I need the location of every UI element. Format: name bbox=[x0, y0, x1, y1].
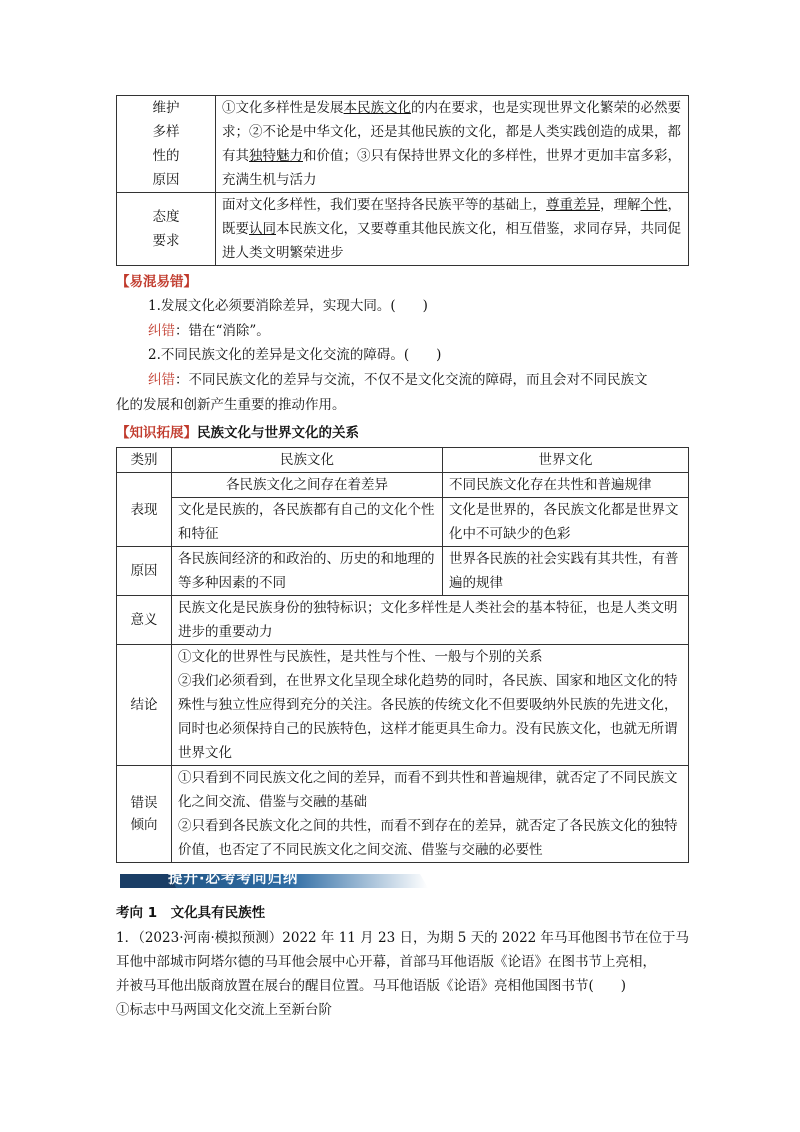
col-header: 世界文化 bbox=[443, 448, 689, 473]
row-label: 表现 bbox=[117, 473, 172, 547]
underlined-term: 个性 bbox=[640, 197, 668, 213]
table-row bbox=[117, 96, 689, 193]
table-row bbox=[117, 473, 689, 498]
expand-title: 【知识拓展】 bbox=[116, 425, 197, 441]
question-line: 耳他中部城市阿塔尔德的马耳他会展中心开幕，首部马耳他语版《论语》在图书节上亮相， bbox=[116, 954, 656, 970]
label-line: 原因 bbox=[152, 172, 180, 188]
confuse-question-1: 1.发展文化必须要消除差异，实现大同。( ) bbox=[148, 298, 428, 314]
table-cell: 各民族间经济的和政治的、历史的和地理的等多种因素的不同 bbox=[172, 547, 443, 596]
table-cell: 民族文化是民族身份的独特标识；文化多样性是人类社会的基本特征，也是人类文明进步的重要动力 bbox=[172, 596, 689, 645]
row-label: 原因 bbox=[117, 547, 172, 596]
label-line: 要求 bbox=[152, 233, 180, 249]
text-fragment: ，理解 bbox=[600, 197, 641, 213]
table-row bbox=[117, 193, 689, 266]
conclusion-1: ①文化的世界性与民族性，是共性与个性、一般与个别的关系 bbox=[178, 649, 543, 665]
culture-diversity-table bbox=[116, 95, 689, 266]
text-fragment: 的内在要求，也是实现世界文化繁荣的必然要求；②不论是中华文化，还是其他民族的文化，都是人类实践创造的成果，都有其 bbox=[222, 100, 681, 164]
label-line: 维护 bbox=[152, 100, 180, 116]
label-line: 态度 bbox=[152, 209, 180, 225]
row-label: 结论 bbox=[117, 645, 172, 766]
row-label: 意义 bbox=[117, 596, 172, 645]
table-header-row bbox=[117, 448, 689, 473]
option-1: ①标志中马两国文化交流上至新台阶 bbox=[116, 1002, 332, 1018]
col-header: 民族文化 bbox=[172, 448, 443, 473]
table-row bbox=[117, 645, 689, 766]
question-line: 1．（2023·河南·模拟预测）2022 年 11 月 23 日，为期 5 天的 2022 年马耳他图书节在位于马 bbox=[116, 930, 690, 946]
label-line: 多样 bbox=[152, 124, 180, 140]
row-content-reasons bbox=[216, 96, 689, 193]
table-row bbox=[117, 766, 689, 863]
row-label bbox=[117, 766, 172, 863]
label-text: 错误倾向 bbox=[130, 795, 158, 833]
table-row bbox=[117, 498, 689, 547]
text-fragment: 面对文化多样性，我们要在坚持各民族平等的基础上， bbox=[222, 197, 546, 213]
row-label-reasons bbox=[117, 96, 216, 193]
section-banner bbox=[120, 870, 428, 888]
fix-label: 纠错 bbox=[148, 323, 175, 339]
row-content-attitude bbox=[216, 193, 689, 266]
underlined-term: 独特魅力 bbox=[249, 148, 303, 164]
text-fragment: 本民族文化，又要尊重其他民族文化，相互借鉴，求同存异，共同促进人类文明繁荣进步 bbox=[222, 221, 681, 261]
table-row bbox=[117, 547, 689, 596]
question-1 bbox=[116, 926, 696, 1022]
table-cell: 各民族文化之间存在着差异 bbox=[172, 473, 443, 498]
confuse-heading: 【易混易错】 bbox=[116, 274, 197, 290]
table-cell: 文化是世界的，各民族文化都是世界文化中不可缺少的色彩 bbox=[443, 498, 689, 547]
table-cell bbox=[172, 766, 689, 863]
underlined-term: 认同 bbox=[249, 221, 276, 237]
table-cell: 世界各民族的社会实践有其共性，有普遍的规律 bbox=[443, 547, 689, 596]
table-cell: 文化是民族的，各民族都有自己的文化个性和特征 bbox=[172, 498, 443, 547]
col-header: 类别 bbox=[117, 448, 172, 473]
fix-text: ：不同民族文化的差异与交流，不仅不是文化交流的障碍，而且会对不同民族文 bbox=[175, 372, 648, 388]
question-line: 并被马耳他出版商放置在展台的醒目位置。马耳他语版《论语》亮相他国图书节( ) bbox=[116, 978, 627, 994]
banner-title: 提升·必考考向归纳 bbox=[168, 871, 299, 887]
fix-text: ：错在“消除”。 bbox=[175, 323, 270, 339]
table-cell bbox=[172, 645, 689, 766]
confuse-fix-2-cont: 化的发展和创新产生重要的推动作用。 bbox=[116, 397, 346, 413]
underlined-term: 尊重差异 bbox=[546, 197, 600, 213]
text-fragment: ①文化多样性是发展 bbox=[222, 100, 344, 116]
fix-label: 纠错 bbox=[148, 372, 175, 388]
row-label-attitude bbox=[117, 193, 216, 266]
conclusion-2: ②我们必须看到，在世界文化呈现全球化趋势的同时，各民族、国家和地区文化的特殊性与独立性应得到充分的关注。各民族的传统文化不但要吸纳外民族的先进文化，同时也必须保持自己的民族特色，这样才能更具生命力。没有民族文化，也就无所谓世界文化 bbox=[178, 673, 678, 761]
text-fragment: ，既要 bbox=[222, 197, 681, 237]
error-2: ②只看到各民族文化之间的共性，而看不到存在的差异，就否定了各民族文化的独特价值，也否定了不同民族文化之间交流、借鉴与交融的必要性 bbox=[178, 818, 678, 858]
error-1: ①只看到不同民族文化之间的差异，而看不到共性和普遍规律，就否定了不同民族文化之间交流、借鉴与交融的基础 bbox=[178, 770, 678, 810]
table-row bbox=[117, 596, 689, 645]
text-fragment: 和价值；③只有保持世界文化的多样性，世界才更加丰富多彩，充满生机与活力 bbox=[222, 148, 681, 188]
underlined-term: 本民族文化 bbox=[343, 100, 411, 116]
relation-table bbox=[116, 447, 689, 863]
expand-heading bbox=[116, 421, 359, 441]
confuse-question-2: 2.不同民族文化的差异是文化交流的障碍。( ) bbox=[148, 347, 442, 363]
expand-subtitle: 民族文化与世界文化的关系 bbox=[197, 425, 359, 441]
table-cell: 不同民族文化存在共性和普遍规律 bbox=[443, 473, 689, 498]
kaoxiang-title: 考向 1 文化具有民族性 bbox=[116, 905, 266, 921]
confuse-fix-2 bbox=[148, 368, 693, 392]
label-line: 性的 bbox=[152, 148, 180, 164]
confuse-fix-1 bbox=[148, 319, 270, 343]
